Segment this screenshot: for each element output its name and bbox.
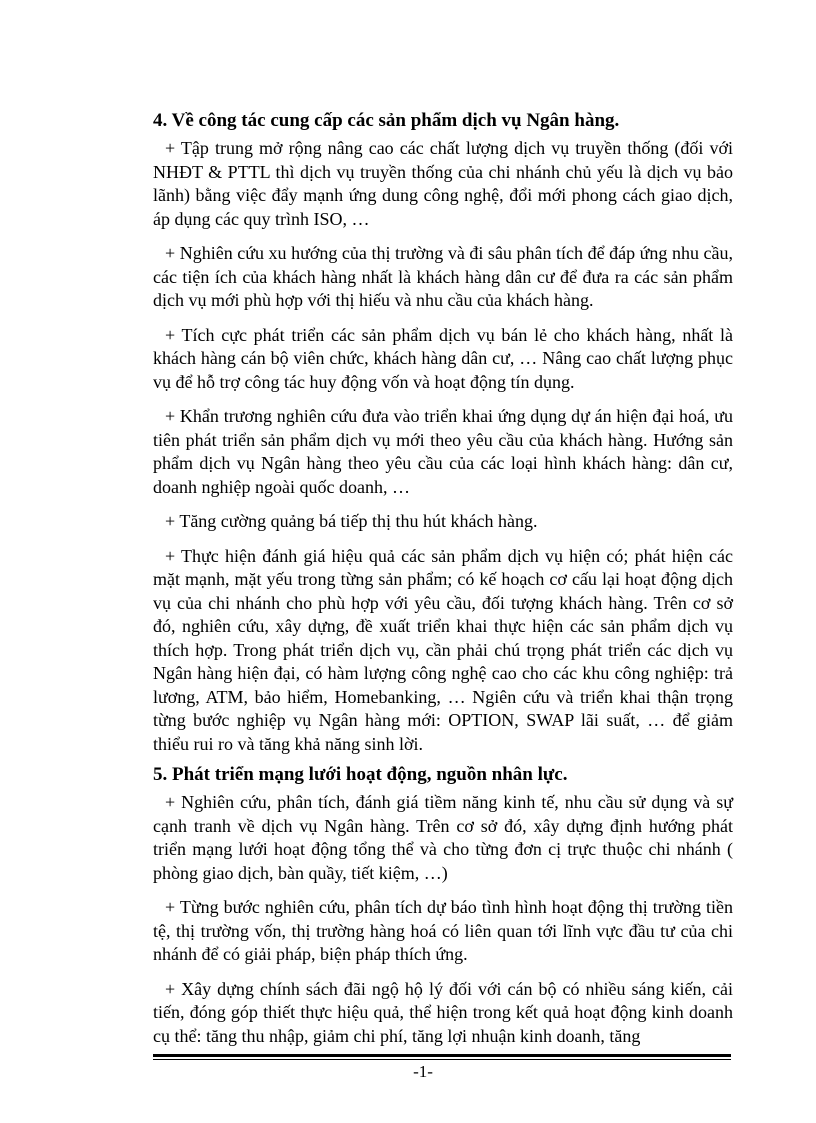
section-4-paragraph-2: + Nghiên cứu xu hướng của thị trường và đi sâu phân tích để đáp ứng nhu cầu, các tiện ích của khách hàng nhất là khách hàng dân cư để đưa ra các sản phẩm dịch vụ mới phù hợp với thị hiếu và nhu cầu của khách hàng. bbox=[153, 243, 733, 310]
section-4-paragraph-6: + Thực hiện đánh giá hiệu quả các sản phẩm dịch vụ hiện có; phát hiện các mặt mạnh, mặt yếu trong từng sản phẩm; có kế hoạch cơ cấu lại hoạt động dịch vụ của chi nhánh cho phù hợp với yêu cầu, đối tượng khách hàng. Trên cơ sở đó, nghiên cứu, xây dựng, đề xuất triển khai thực hiện các sản phẩm dịch vụ thích hợp. Trong phát triển dịch vụ, cần phải chú trọng phát triển các dịch vụ Ngân hàng hiện đại, có hàm lượng công nghệ cao cho các khu công nghiệp: trả lương, ATM, bảo hiểm, Homebanking, … Ngiên cứu và triển khai thận trọng từng bước nghiệp vụ Ngân hàng mới: OPTION, SWAP lãi suất, … để giảm thiểu rui ro và tăng khả năng sinh lời. bbox=[153, 545, 733, 754]
section-4-heading: 4. Về công tác cung cấp các sản phẩm dịch vụ Ngân hàng. bbox=[153, 110, 620, 131]
section-5-paragraph-3: + Xây dựng chính sách đãi ngộ hộ lý đối với cán bộ có nhiều sáng kiến, cải tiến, đóng góp thiết thực hiệu quả, thể hiện trong kết quả hoạt động kinh doanh cụ thể: tăng thu nhập, giảm chi phí, tăng lợi nhuận kinh doanh, tăng bbox=[153, 978, 733, 1046]
footer-rule-thick bbox=[153, 1054, 731, 1057]
section-4-paragraph-3: + Tích cực phát triển các sản phẩm dịch vụ bán lẻ cho khách hàng, nhất là khách hàng cán bộ viên chức, khách hàng dân cư, … Nâng cao chất lượng phục vụ để hỗ trợ công tác huy động vốn và hoạt động tín dụng. bbox=[153, 324, 733, 392]
section-4-paragraph-1: + Tập trung mở rộng nâng cao các chất lượng dịch vụ truyền thống (đối với NHĐT & PTTL thì dịch vụ truyền thống của chi nhánh chủ yếu là dịch vụ bảo lãnh) bằng việc đẩy mạnh ứng dung công nghệ, đổi mới phong cách giao dịch, áp dụng các quy trình ISO, … bbox=[153, 138, 733, 229]
page-number: -1- bbox=[413, 1062, 433, 1081]
section-5-heading: 5. Phát triển mạng lưới hoạt động, nguồn nhân lực. bbox=[153, 764, 568, 785]
document-page bbox=[153, 108, 733, 1059]
section-5-paragraph-1: + Nghiên cứu, phân tích, đánh giá tiềm năng kinh tế, nhu cầu sử dụng và sự cạnh tranh về dịch vụ Ngân hàng. Trên cơ sở đó, xây dựng định hướng phát triển mạng lưới hoạt động tổng thể và cho từng đơn cị trực thuộc chi nhánh ( phòng giao dịch, bàn quầy, tiết kiệm, …) bbox=[153, 792, 733, 883]
section-5-paragraph-2: + Từng bước nghiên cứu, phân tích dự báo tình hình hoạt động thị trường tiền tệ, thị trường vốn, thị trường hàng hoá có liên quan tới lĩnh vực đầu tư của chi nhánh để có giải pháp, biện pháp thích ứng. bbox=[153, 897, 733, 964]
section-4-paragraph-4: + Khẩn trương nghiên cứu đưa vào triển khai ứng dụng dự án hiện đại hoá, ưu tiên phát triển sản phẩm dịch vụ mới theo yêu cầu của khách hàng. Hướng sản phẩm dịch vụ Ngân hàng theo yêu cầu của các loại hình khách hàng: dân cư, doanh nghiệp ngoài quốc doanh, … bbox=[153, 406, 733, 497]
section-4-paragraph-5: + Tăng cường quảng bá tiếp thị thu hút khách hàng. bbox=[165, 511, 538, 531]
